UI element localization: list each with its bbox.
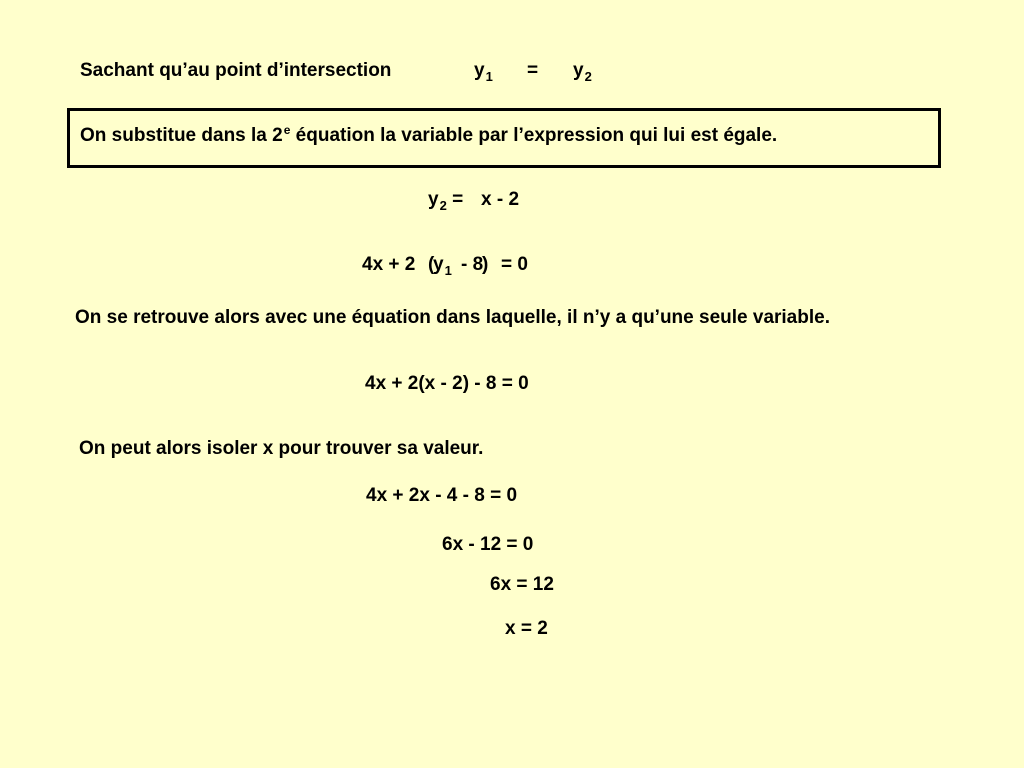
intro-y2 [573,60,592,83]
intro-text: Sachant qu’au point d’intersection [80,60,392,81]
para-single-variable: On se retrouve alors avec une équation dans laquelle, il n’y a qu’une seule variable. [75,307,830,328]
intro-y2-sub: 2 [584,69,592,84]
eq-substitution-y: y [433,254,444,275]
eq-substitution-left: 4x + 2 [362,254,416,275]
eq-y2-sub: 2 [439,198,447,213]
boxed-note-before: On substitue dans la 2 [80,125,283,146]
eq-substitution-var [433,254,452,277]
eq-substitution-tail: - 8 [461,254,484,275]
para-isolate: On peut alors isoler x pour trouver sa valeur. [79,438,484,459]
step-1: 4x + 2x - 4 - 8 = 0 [366,485,518,506]
step-2: 6x - 12 = 0 [442,534,534,555]
step-4: x = 2 [505,618,548,639]
eq-substitution-close-paren: ) [482,254,489,275]
intro-y2-var: y [573,60,584,81]
intro-y1-var: y [474,60,485,81]
boxed-note [67,108,941,168]
eq-substitution-open-paren: ( [428,254,435,275]
boxed-note-superscript: e [283,123,291,137]
eq-y2-var: y [428,189,439,210]
eq-y2-equals: = [452,189,464,210]
eq-y2 [428,189,463,212]
step-3: 6x = 12 [490,574,554,595]
eq-y2-expr: x - 2 [481,189,520,210]
boxed-note-text [80,125,777,148]
intro-y1-sub: 1 [485,69,493,84]
intro-equals: = [527,60,539,81]
intro-y1 [474,60,493,83]
eq-substitution-right: = 0 [501,254,528,275]
eq-substituted: 4x + 2(x - 2) - 8 = 0 [365,373,529,394]
eq-substitution-sub: 1 [444,263,452,278]
boxed-note-after: équation la variable par l’expression qui lui est égale. [290,125,778,146]
